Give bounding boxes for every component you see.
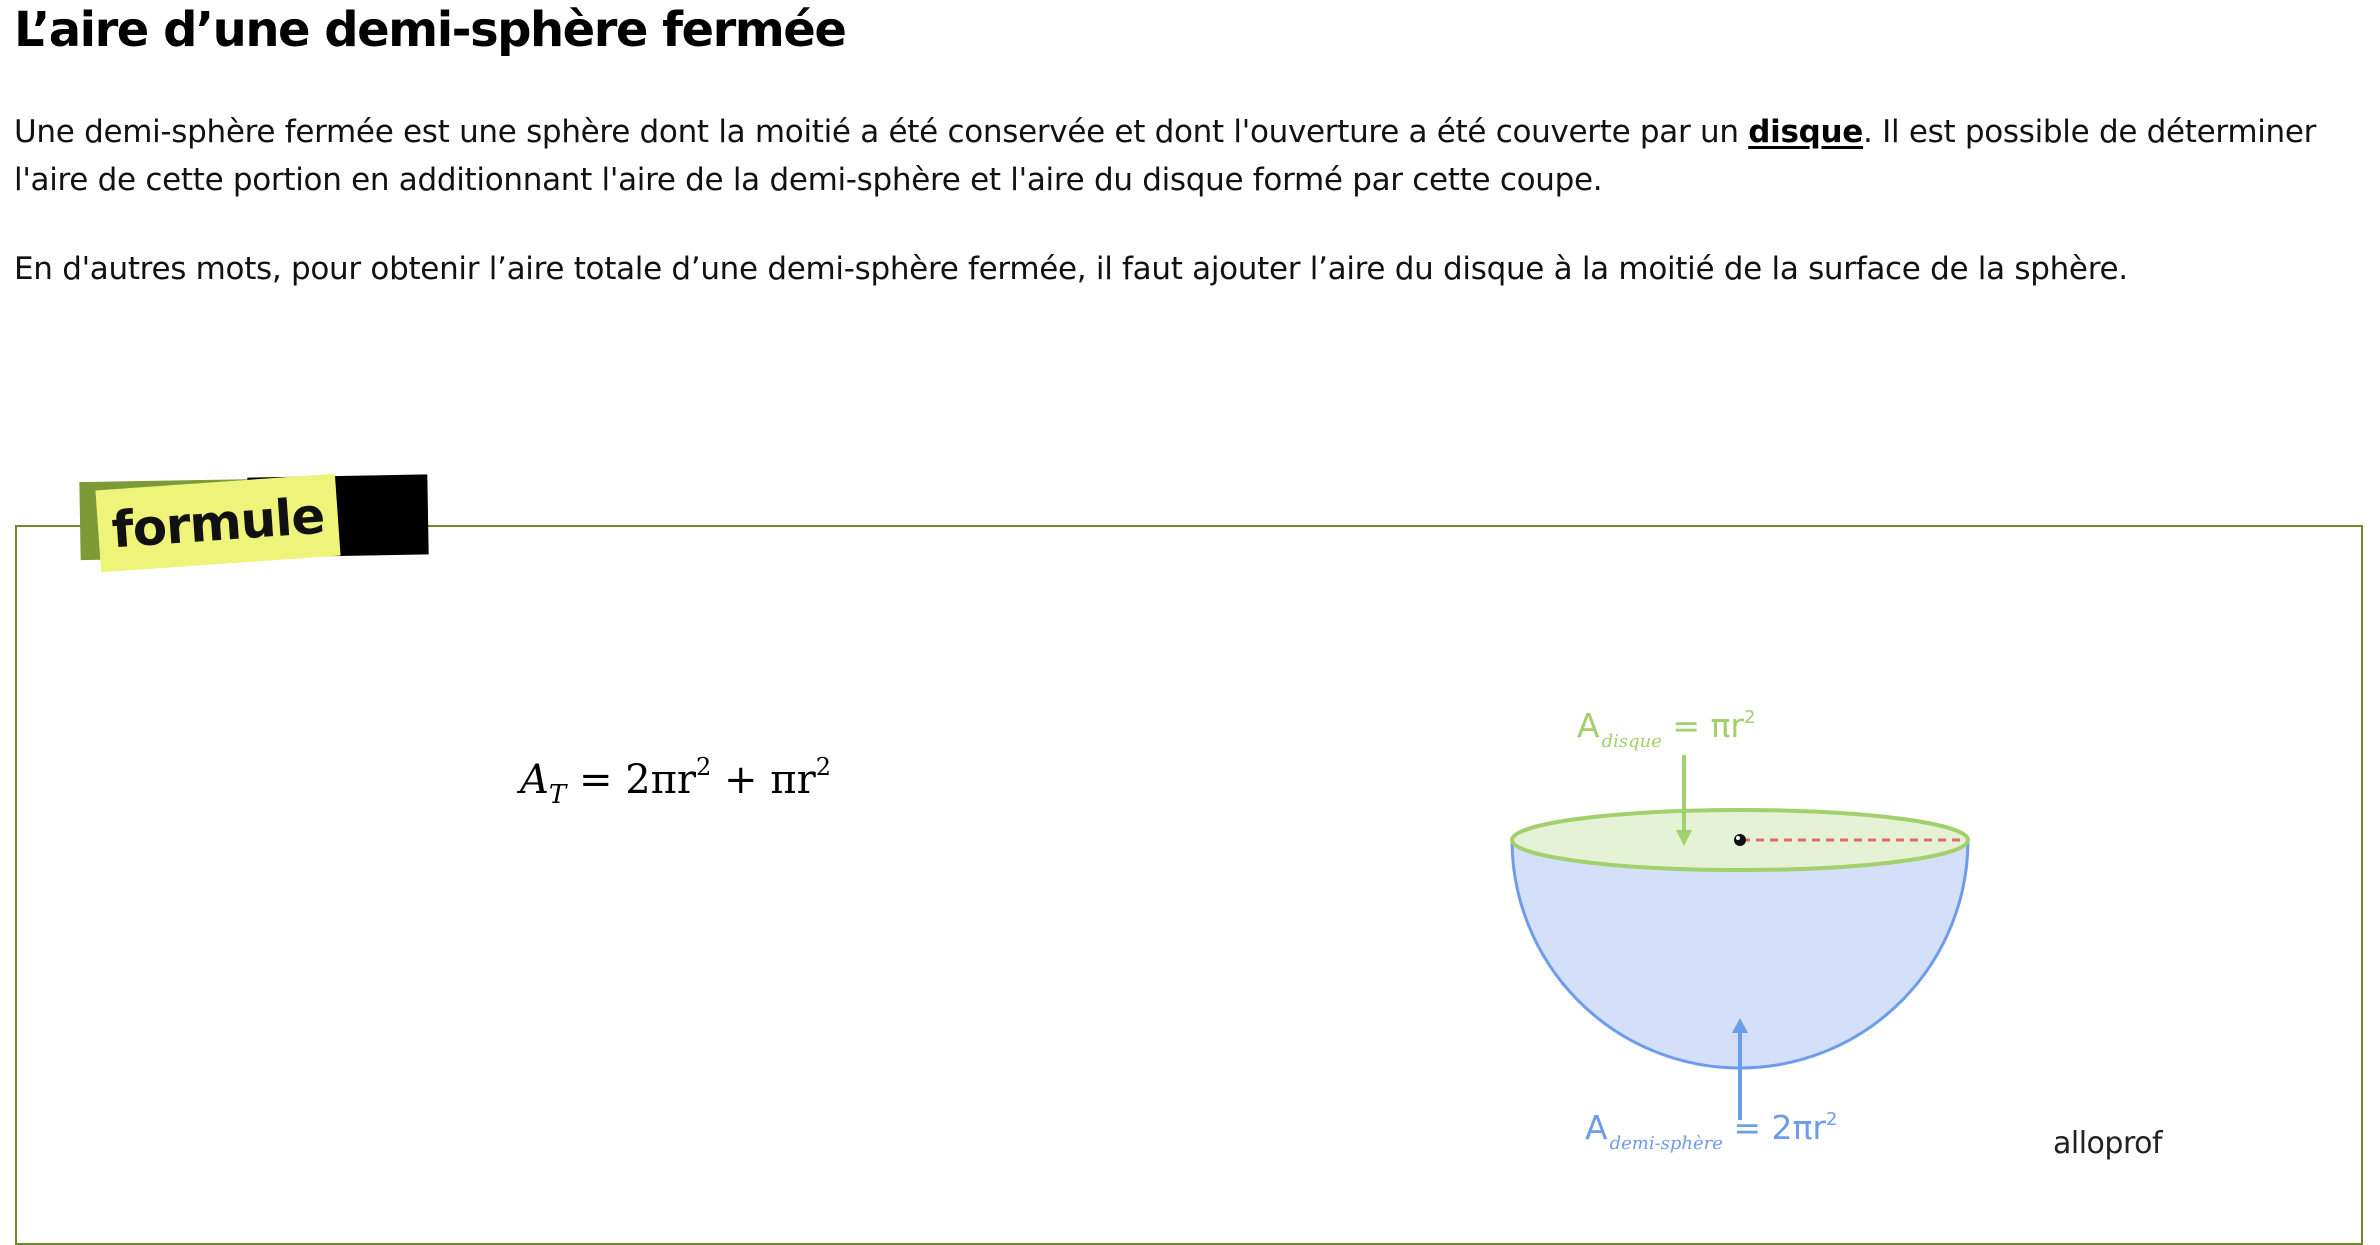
formula-term2-text: πr	[770, 757, 816, 803]
disque-link[interactable]: disque	[1748, 114, 1864, 150]
center-point-highlight	[1736, 836, 1740, 840]
intro-text-before: Une demi-sphère fermée est une sphère dont la moitié a été conservée et dont l'ouverture a été couverte par un	[14, 114, 1749, 150]
disque-label-sub: disque	[1601, 731, 1662, 752]
demi-sphere-area-label	[1585, 1108, 1838, 1154]
demi-label-sub: demi-sphère	[1609, 1133, 1723, 1154]
tag-label: formule	[109, 486, 327, 560]
formula-plus: +	[724, 757, 758, 803]
area-formula	[520, 753, 831, 810]
tag-label-box	[95, 474, 340, 573]
demi-label-a: A	[1585, 1108, 1608, 1147]
explanation-paragraph: En d'autres mots, pour obtenir l’aire totale d’une demi-sphère fermée, il faut ajouter l’aire du disque à la moitié de la surface de la sphère.	[14, 251, 2128, 287]
intro-text-after: . Il est possible de déterminer l'aire de cette portion en additionnant l'aire de la demi-sphère et l'aire du disque formé par cette coupe.	[14, 114, 2317, 198]
disque-label-a: A	[1577, 706, 1600, 745]
alloprof-logo: alloprof	[2053, 1126, 2163, 1161]
disque-label-exp: 2	[1743, 707, 1756, 728]
hemisphere-diagram	[1480, 700, 2020, 1130]
disque-area-label	[1577, 706, 1756, 752]
formula-equals: =	[578, 757, 613, 803]
formula-sub: T	[548, 780, 567, 810]
formule-tag	[78, 470, 353, 580]
intro-paragraph	[14, 108, 2340, 204]
formula-term1-text: 2πr	[625, 757, 697, 803]
formula-term1	[625, 753, 712, 803]
formula-exp1: 2	[696, 753, 712, 781]
formula-term2	[770, 753, 831, 803]
demi-label-eq: = 2πr	[1733, 1108, 1826, 1147]
demi-label-exp: 2	[1826, 1109, 1838, 1130]
formula-a: A	[520, 757, 549, 803]
disque-label-eq: = πr	[1672, 706, 1744, 745]
page-title: L’aire d’une demi-sphère fermée	[14, 2, 846, 58]
center-point	[1734, 834, 1746, 846]
formula-exp2: 2	[815, 753, 831, 781]
